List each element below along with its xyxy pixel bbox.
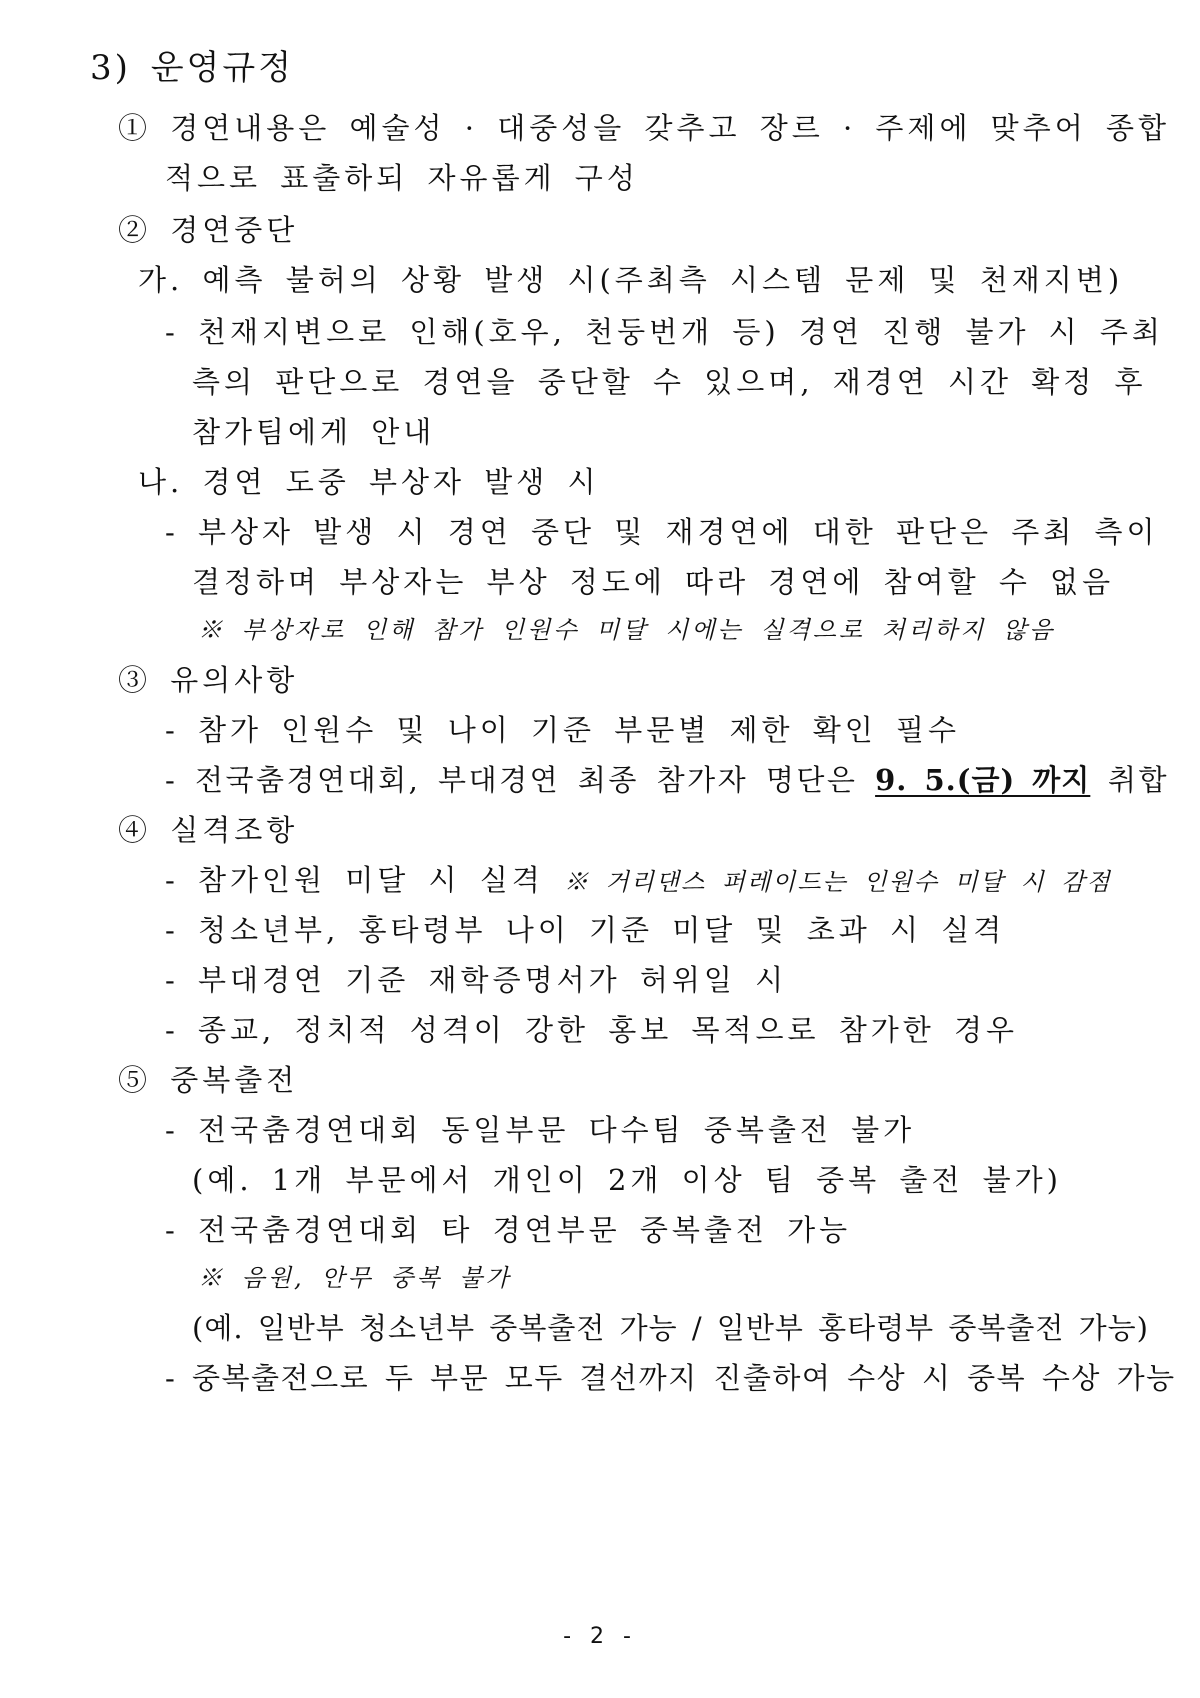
rule-4-bullet-1 — [165, 860, 1112, 902]
page-number: - 2 - — [563, 1624, 637, 1649]
rule-4-bullet-4: - 종교, 정치적 성격이 강한 홍보 목적으로 참가한 경우 — [165, 1013, 1019, 1047]
rule-4-bullet-2: - 청소년부, 홍타령부 나이 기준 미달 및 초과 시 실격 — [165, 913, 1006, 947]
rule-4-heading: ④ 실격조항 — [118, 813, 299, 847]
rule-4-bullet-3: - 부대경연 기준 재학증명서가 허위일 시 — [165, 963, 788, 997]
rule-3-heading: ③ 유의사항 — [118, 663, 299, 697]
rule-2-ga-bullet-line-1: - 천재지변으로 인해(호우, 천둥번개 등) 경연 진행 불가 시 주최 — [165, 315, 1164, 349]
rule-5-bullet-1-example: (예. 1개 부문에서 개인이 2개 이상 팀 중복 출전 불가) — [192, 1163, 1062, 1197]
rule-5-bullet-2: - 전국춤경연대회 타 경연부문 중복출전 가능 — [165, 1213, 852, 1247]
rule-5-bullet-2-example: (예. 일반부 청소년부 중복출전 가능 / 일반부 홍타령부 중복출전 가능) — [192, 1311, 1149, 1345]
rule-1-line-1: ① 경연내용은 예술성 · 대중성을 갖추고 장르 · 주제에 맞추어 종합 — [118, 111, 1170, 145]
rule-4-bullet-1-text: - 참가인원 미달 시 실격 — [165, 863, 544, 897]
rule-1-line-2: 적으로 표출하되 자유롭게 구성 — [165, 161, 639, 195]
rule-2-case-na: 나. 경연 도중 부상자 발생 시 — [138, 465, 600, 499]
rule-5-bullet-1: - 전국춤경연대회 동일부문 다수팀 중복출전 불가 — [165, 1113, 916, 1147]
rule-2-case-ga: 가. 예측 불허의 상황 발생 시(주최측 시스템 문제 및 천재지변) — [138, 263, 1124, 297]
rule-5-bullet-2-note: ※ 음원, 안무 중복 불가 — [198, 1264, 512, 1292]
rule-2-na-note: ※ 부상자로 인해 참가 인원수 미달 시에는 실격으로 처리하지 않음 — [198, 616, 1056, 644]
rule-5-heading: ⑤ 중복출전 — [118, 1063, 299, 1097]
rule-3-bullet-2-suffix: 취합 — [1090, 763, 1170, 797]
rule-3-bullet-2 — [165, 760, 1169, 800]
rule-3-bullet-2-prefix: - 전국춤경연대회, 부대경연 최종 참가자 명단은 — [165, 763, 876, 797]
rule-2-na-bullet-line-2: 결정하며 부상자는 부상 정도에 따라 경연에 참여할 수 없음 — [192, 565, 1115, 599]
rule-2-heading: ② 경연중단 — [118, 213, 299, 247]
rule-5-bullet-3: - 중복출전으로 두 부문 모두 결선까지 진출하여 수상 시 중복 수상 가능 — [165, 1361, 1176, 1395]
rule-3-bullet-1: - 참가 인원수 및 나이 기준 부문별 제한 확인 필수 — [165, 713, 961, 747]
section-title: 3) 운영규정 — [90, 48, 295, 88]
rule-4-bullet-1-note: ※ 거리댄스 퍼레이드는 인원수 미달 시 감점 — [563, 868, 1112, 896]
rule-2-ga-bullet-line-2: 측의 판단으로 경연을 중단할 수 있으며, 재경연 시간 확정 후 — [192, 365, 1147, 399]
rule-2-na-bullet-line-1: - 부상자 발생 시 경연 중단 및 재경연에 대한 판단은 주최 측이 — [165, 515, 1159, 549]
rule-2-ga-bullet-line-3: 참가팀에게 안내 — [192, 415, 436, 449]
deadline-date: 9. 5.(금) 까지 — [875, 763, 1091, 797]
